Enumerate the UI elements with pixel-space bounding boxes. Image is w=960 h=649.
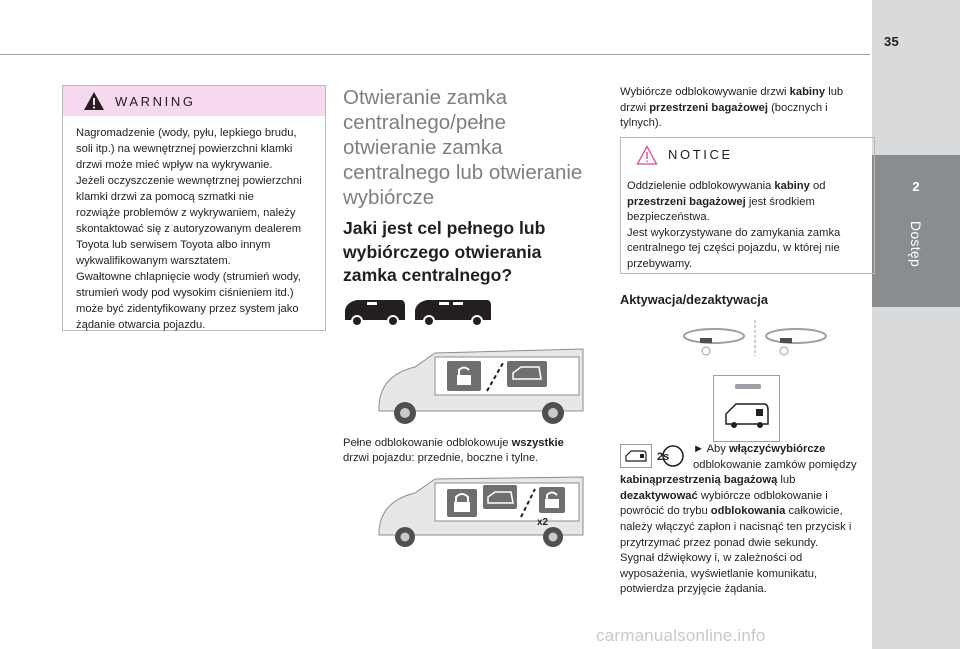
step-line: należy włączyć zapłon i nacisnąć ten przycisk i bbox=[620, 520, 852, 533]
notice-header bbox=[621, 138, 874, 171]
intro-emphasis: kabiny bbox=[789, 86, 826, 98]
steering-wheel-left-icon bbox=[684, 329, 744, 355]
step-text: wybiórcze odblokowanie i bbox=[697, 489, 828, 502]
question-heading-line: Jaki jest cel pełnego lub bbox=[343, 218, 546, 238]
selective-unlock-intro bbox=[620, 85, 870, 132]
chapter-tab-background-top bbox=[872, 0, 960, 155]
double-press-label: x2 bbox=[537, 517, 549, 528]
question-heading bbox=[343, 217, 603, 288]
step-line bbox=[620, 489, 872, 505]
notice-text-span: Oddzielenie odblokowywania bbox=[627, 180, 775, 192]
notice-emphasis: kabiny bbox=[774, 180, 810, 192]
warning-line: Toyota lub serwisem Toyota albo innym bbox=[76, 239, 271, 251]
warning-box bbox=[62, 85, 326, 331]
section-title-line: wybiórcze bbox=[343, 186, 435, 209]
bullet-arrow-icon: ► bbox=[693, 443, 705, 455]
steering-wheel-illustration bbox=[680, 318, 830, 358]
press-time-label: 2s bbox=[657, 451, 670, 463]
full-unlock-emphasis: wszystkie bbox=[511, 437, 564, 449]
section-title-line: otwieranie zamka bbox=[343, 136, 503, 159]
notice-line: Jest wykorzystywane do zamykania zamka bbox=[627, 226, 841, 239]
warning-line: klamki drzwi za pomocą szmatki nie bbox=[76, 191, 254, 203]
van-full-unlock-illustration bbox=[375, 345, 587, 435]
warning-triangle-icon bbox=[83, 91, 105, 111]
warning-line: żądanie otwarcia pojazdu. bbox=[76, 319, 206, 331]
step-line: potwierdza przyjęcie żądania. bbox=[620, 583, 767, 596]
steering-wheel-right-icon bbox=[766, 329, 826, 355]
step-text: Aby bbox=[704, 443, 729, 455]
notice-line: centralnego tej części pojazdu, w której nie bbox=[627, 242, 840, 254]
warning-line: Gwałtowne chlapnięcie wody (strumień wody, bbox=[76, 271, 301, 283]
step-emphasis: włączyćwybiórcze bbox=[728, 443, 826, 455]
activation-step-text bbox=[620, 442, 872, 598]
chapter-tab-background-bottom bbox=[872, 307, 960, 649]
notice-box bbox=[620, 137, 875, 274]
warning-line: drzwi może mieć wpływ na wykrywanie. bbox=[76, 159, 273, 171]
chapter-name: Dostęp bbox=[908, 220, 925, 268]
notice-line: bezpieczeństwa. bbox=[627, 211, 710, 223]
van-selective-unlock-illustration bbox=[375, 475, 587, 555]
activation-heading: Aktywacja/dezaktywacja bbox=[620, 292, 768, 307]
warning-line: rozwiąże problemów z wykrywaniem, należy bbox=[76, 207, 296, 219]
intro-emphasis: przestrzeni bagażowej bbox=[649, 101, 768, 114]
notice-text-span: od bbox=[809, 180, 826, 192]
step-text: lub bbox=[777, 474, 796, 487]
warning-line: strumień wody pod wysokim ciśnieniem itd.) bbox=[76, 287, 294, 299]
notice-text bbox=[621, 171, 874, 272]
notice-line: przebywamy. bbox=[627, 257, 693, 270]
intro-text: Wybiórcze odblokowywanie drzwi bbox=[620, 86, 790, 98]
intro-line: tylnych). bbox=[620, 117, 662, 129]
step-line: wyposażenia, wyświetlanie komunikatu, bbox=[620, 567, 818, 580]
section-title-line: Otwieranie zamka bbox=[343, 86, 508, 109]
selective-unlock-button-illustration bbox=[713, 375, 780, 442]
section-title bbox=[343, 85, 613, 210]
notice-line bbox=[627, 179, 864, 195]
notice-text-span: jest środkiem bbox=[745, 195, 815, 208]
warning-line: skontaktować się z autoryzowanym dealerem bbox=[76, 223, 302, 235]
full-unlock-text bbox=[343, 436, 603, 466]
vehicle-variant-icons bbox=[343, 296, 493, 328]
step-text: powrócić do trybu bbox=[620, 505, 711, 518]
question-heading-line: zamka centralnego? bbox=[343, 265, 513, 285]
warning-line: Nagromadzenie (wody, pyłu, lepkiego brudu, bbox=[76, 127, 297, 139]
warning-header bbox=[63, 86, 325, 116]
chapter-name-wrap bbox=[896, 185, 936, 303]
page-number: 35 bbox=[884, 34, 900, 49]
intro-line bbox=[620, 85, 870, 101]
van-short-icon bbox=[345, 300, 405, 326]
warning-line: może być zidentyfikowany przez system jako bbox=[76, 303, 299, 315]
question-heading-line: wybiórczego otwierania bbox=[343, 241, 542, 262]
step-line bbox=[620, 442, 872, 458]
top-divider bbox=[0, 54, 870, 55]
step-emphasis: dezaktywować bbox=[620, 489, 698, 502]
step-line: przytrzymać przez ponad dwie sekundy. bbox=[620, 536, 819, 549]
step-line bbox=[620, 504, 872, 520]
step-line: Sygnał dźwiękowy i, w zależności od bbox=[620, 552, 803, 565]
notice-label: NOTICE bbox=[668, 147, 733, 162]
notice-triangle-icon bbox=[636, 145, 658, 165]
full-unlock-line2: drzwi pojazdu: przednie, boczne i tylne. bbox=[343, 452, 539, 464]
intro-text: drzwi bbox=[620, 101, 650, 114]
warning-label: WARNING bbox=[115, 93, 196, 109]
step-emphasis: odblokowania bbox=[710, 505, 786, 518]
section-title-line: centralnego/pełne bbox=[343, 111, 506, 134]
watermark: carmanualsonline.info bbox=[596, 626, 766, 645]
full-unlock-line bbox=[343, 436, 603, 451]
van-lock-button-icon bbox=[714, 376, 781, 443]
warning-line: wykwalifikowanym warsztatem. bbox=[76, 255, 231, 267]
intro-line bbox=[620, 101, 870, 117]
chapter-tab[interactable] bbox=[872, 155, 960, 307]
step-line bbox=[620, 458, 872, 474]
step-text: całkowicie, bbox=[785, 505, 843, 518]
notice-emphasis: przestrzeni bagażowej bbox=[627, 195, 746, 208]
step-line bbox=[620, 473, 872, 489]
notice-line bbox=[627, 195, 864, 211]
step-emphasis: kabinąprzestrzenią bagażową bbox=[620, 474, 778, 487]
full-unlock-line1: Pełne odblokowanie odblokowuje bbox=[343, 437, 512, 449]
intro-text: lub bbox=[825, 86, 844, 98]
section-title-line: centralnego lub otwieranie bbox=[343, 161, 583, 184]
warning-line: Jeżeli oczyszczenie wewnętrznej powierzchni bbox=[76, 175, 302, 187]
chapter-number: 2 bbox=[912, 179, 920, 194]
van-long-icon bbox=[415, 300, 491, 326]
warning-line: soli itp.) na wewnętrznej powierzchni klamki bbox=[76, 143, 293, 155]
warning-text bbox=[63, 116, 325, 333]
intro-text: (bocznych i bbox=[767, 101, 828, 114]
step-text: odblokowanie zamków pomiędzy bbox=[693, 458, 857, 471]
